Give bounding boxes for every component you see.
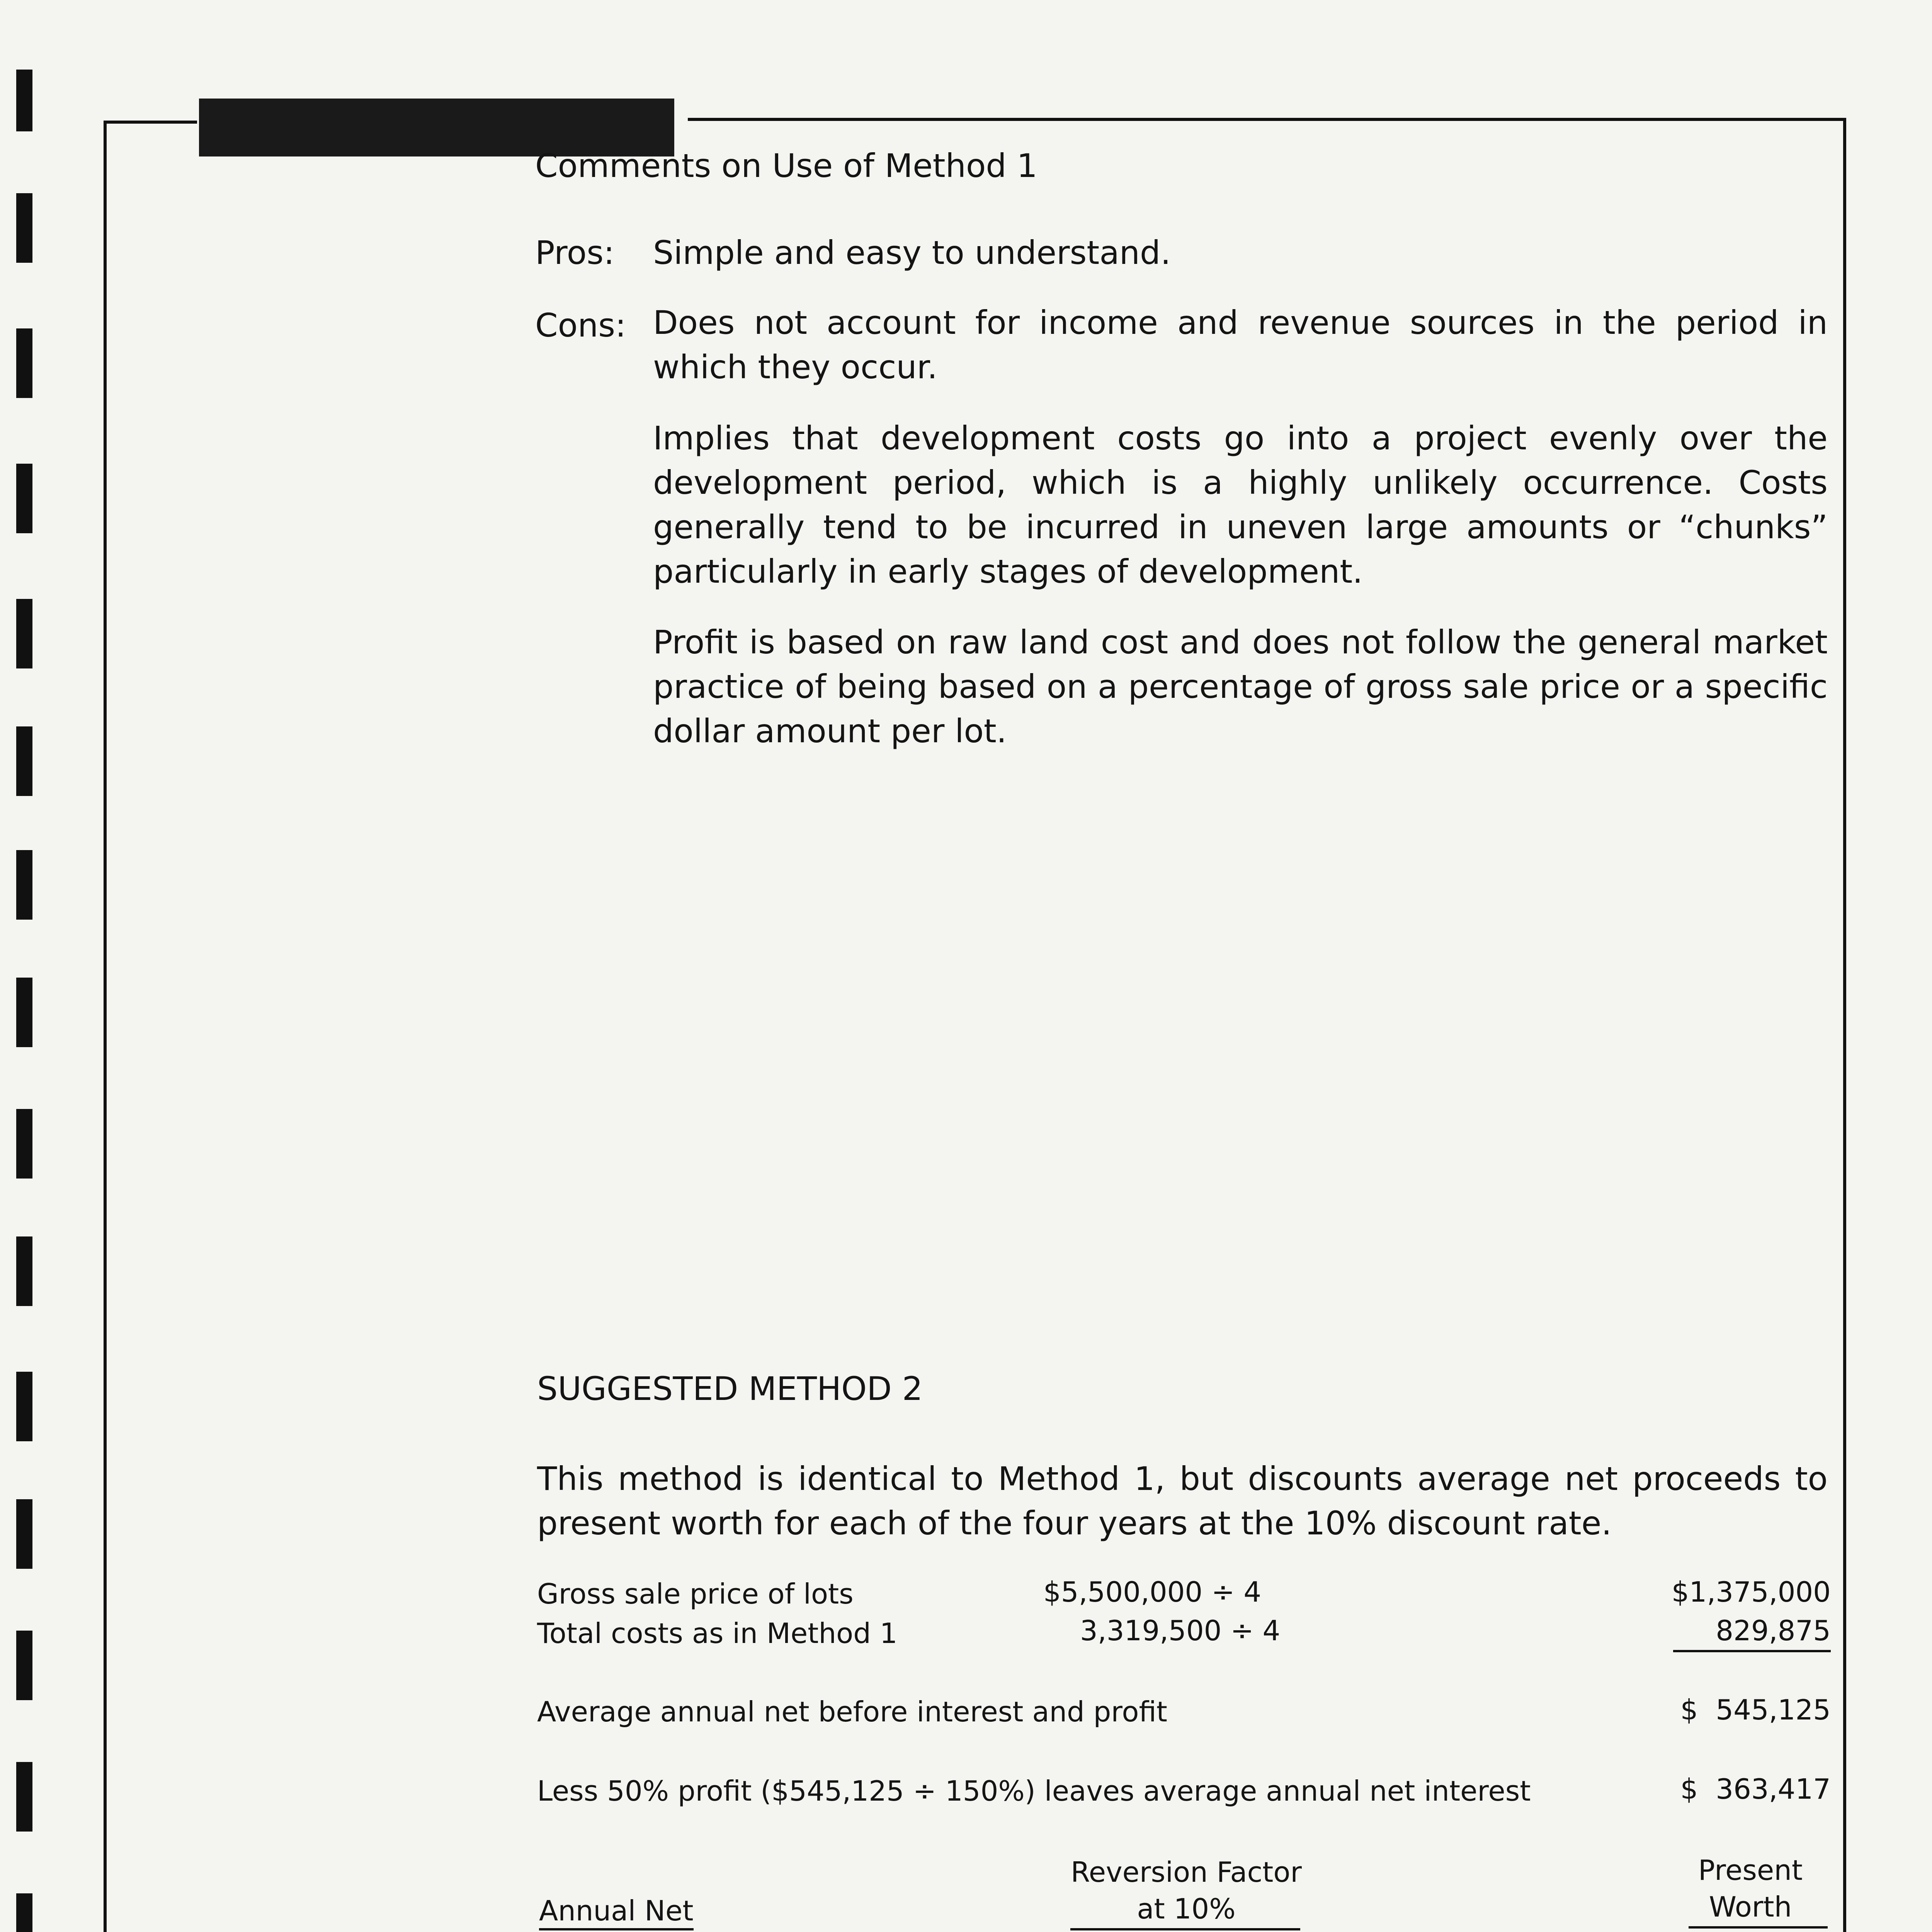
subtotal-rule [1673, 1650, 1831, 1652]
col-reversion-header-2: at 10% [1137, 1893, 1236, 1925]
row-gross-amount: $1,375,000 [1671, 1576, 1831, 1608]
cons-item-3: Profit is based on raw land cost and does not follow the general market practice of being based on a percentage of gross sale price or a specific dollar amount per lot. [653, 623, 1828, 750]
col-reversion-header-1: Reversion Factor [1070, 1856, 1302, 1888]
avg-net-label: Average annual net before interest and profit [537, 1696, 1168, 1728]
method2-heading: SUGGESTED METHOD 2 [537, 1370, 923, 1408]
row-gross-label: Gross sale price of lots [537, 1578, 854, 1610]
row-costs-label: Total costs as in Method 1 [537, 1617, 898, 1650]
less-profit-label: Less 50% profit ($545,125 ÷ 150%) leaves average annual net interest [537, 1775, 1531, 1807]
col-annual-net-underline [539, 1928, 694, 1930]
method1-comments-heading: Comments on Use of Method 1 [535, 147, 1037, 185]
row-costs-calc: 3,319,500 ÷ 4 [1080, 1614, 1281, 1647]
avg-net-amount: $ 545,125 [1680, 1694, 1831, 1726]
col-reversion-underline [1070, 1928, 1300, 1930]
row-gross-calc: $5,500,000 ÷ 4 [1043, 1576, 1262, 1608]
cons-label: Cons: [535, 306, 626, 344]
pros-text: Simple and easy to understand. [653, 234, 1171, 272]
pros-label: Pros: [535, 234, 615, 272]
method2-intro: This method is identical to Method 1, but discounts average net proceeds to present worth for each of the four years at the 10% discount rate. [537, 1460, 1828, 1542]
less-profit-amount: $ 363,417 [1680, 1773, 1831, 1805]
cons-item-1: Does not account for income and revenue sources in the period in which they occur. [653, 304, 1828, 386]
col-present-underline [1689, 1926, 1828, 1929]
col-present-header-1: Present [1698, 1854, 1803, 1886]
cons-item-2: Implies that development costs go into a project evenly over the development period, which is a highly unlikely occurrence. Costs generally tend to be incurred in uneven large amounts or “chunks” particularly in early stages of development. [653, 419, 1828, 590]
col-present-header-2: Worth [1709, 1891, 1792, 1923]
row-costs-amount: 829,875 [1716, 1614, 1831, 1647]
col-annual-net-header: Annual Net [539, 1895, 694, 1927]
